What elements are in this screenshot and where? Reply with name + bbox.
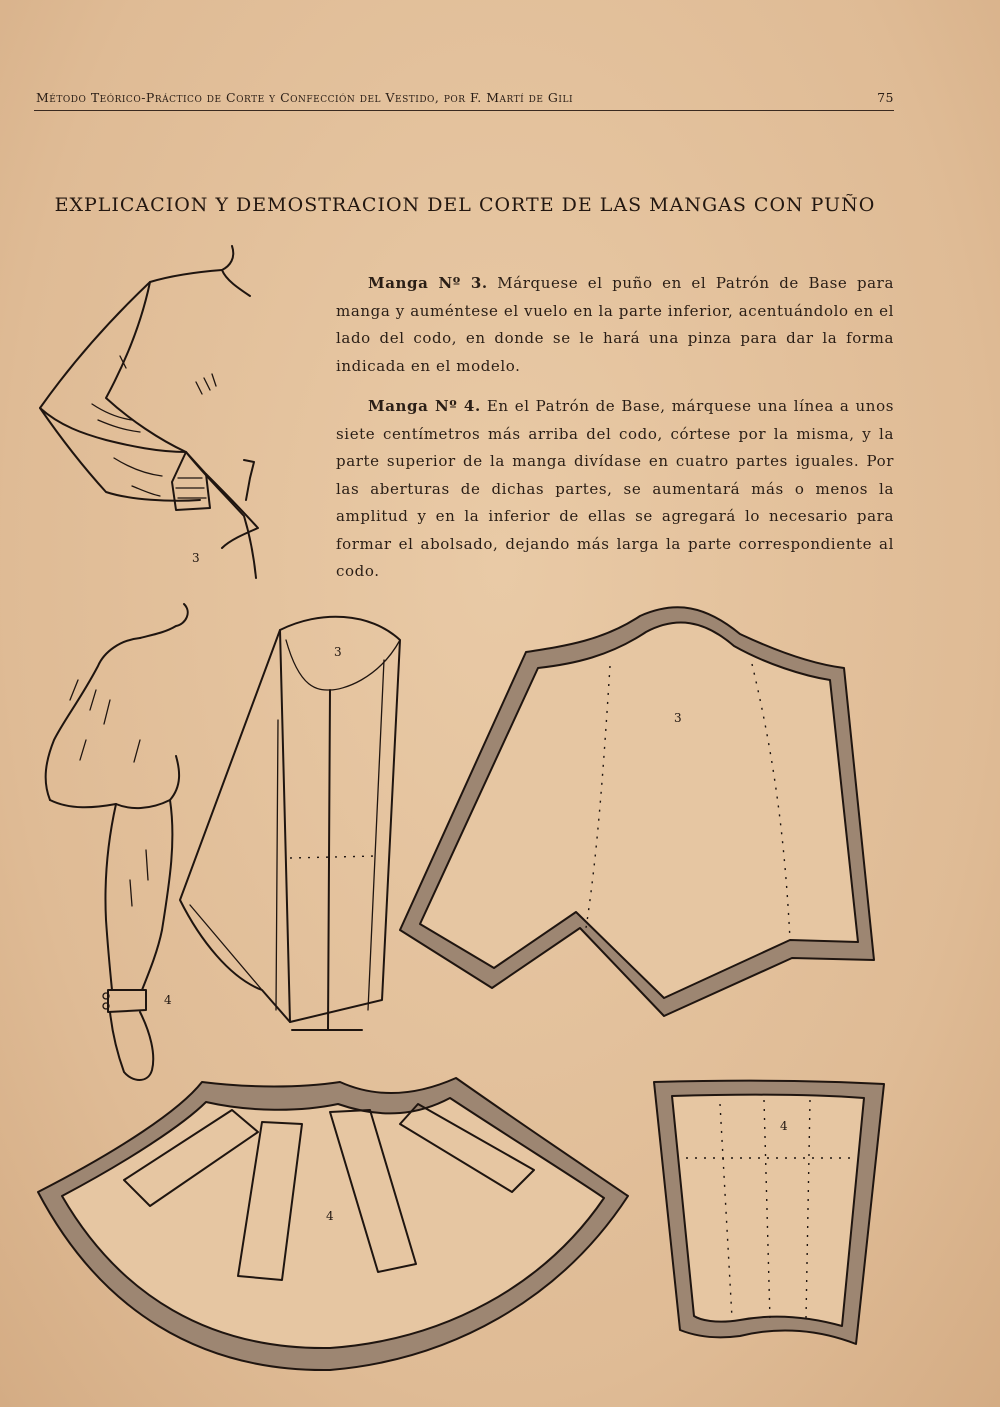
figure-label-cuff-3: 3 (334, 645, 342, 659)
page-title: EXPLICACION Y DEMOSTRACION DEL CORTE DE LAS MANGAS CON PUÑO (54, 194, 876, 216)
page-number: 75 (877, 90, 894, 105)
figure-label-sleeve-3: 3 (674, 711, 682, 725)
sleeve-pattern-3 (400, 607, 874, 1016)
paragraph-lead: Manga Nº 4. (368, 397, 481, 415)
figure-label-cuff-4: 4 (780, 1119, 788, 1133)
cuff-pattern-3 (180, 617, 400, 1030)
cuff-pattern-4 (654, 1081, 884, 1344)
figure-label-sleeve-4: 4 (326, 1209, 334, 1223)
running-title: Método Teórico-Práctico de Corte y Confección del Vestido, por F. Martí de Gili (36, 90, 573, 105)
paragraph-text: En el Patrón de Base, márquese una línea a unos siete centímetros más arriba del codo, córtese por la misma, y la parte superior de la manga divídase en cuatro partes iguales. Por las aberturas de dichas partes, se aumentará más o menos la amplitud y en la inferior de ellas se agregará lo necesario para formar el abolsado, dejando más larga la parte correspondiente al codo. (336, 397, 894, 580)
sleeve-pattern-4 (38, 1078, 628, 1370)
sleeve-model-3-illustration (40, 246, 258, 578)
paragraph-text: Márquese el puño en el Patrón de Base para manga y auméntese el vuelo en la parte inferior, acentuándolo en el lado del codo, en donde se le hará una pinza para dar la forma indicada en el modelo. (336, 274, 894, 375)
figure-label-model-4: 4 (164, 993, 172, 1007)
paragraph-lead: Manga Nº 3. (368, 274, 488, 292)
figure-label-model-3: 3 (192, 551, 200, 565)
sleeve-model-4-illustration (46, 604, 188, 1080)
